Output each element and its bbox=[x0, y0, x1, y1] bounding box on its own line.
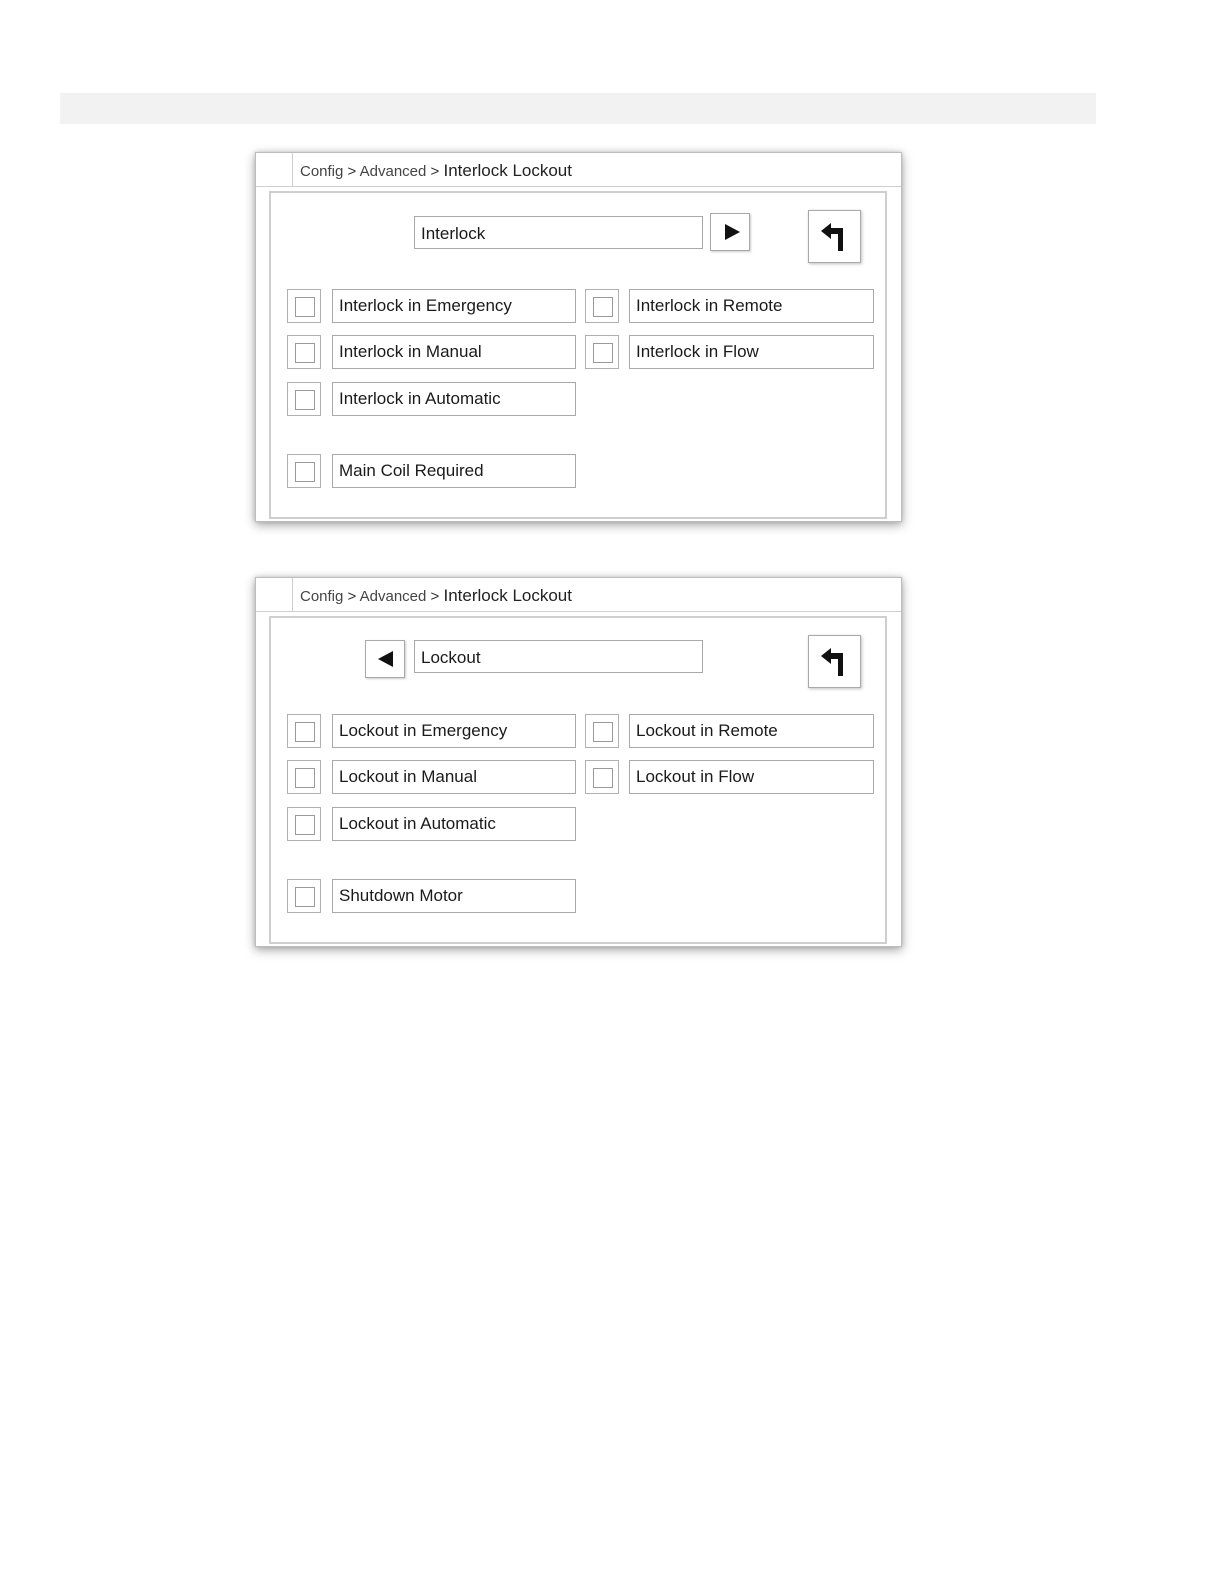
label-interlock-remote: Interlock in Remote bbox=[629, 289, 874, 323]
mode-selector-field[interactable]: Interlock bbox=[414, 216, 703, 249]
title-bar-corner bbox=[256, 578, 293, 611]
breadcrumb bbox=[300, 586, 572, 606]
label-lockout-remote: Lockout in Remote bbox=[629, 714, 874, 748]
back-button[interactable] bbox=[808, 635, 861, 688]
breadcrumb-current: Interlock Lockout bbox=[443, 586, 572, 605]
breadcrumb-advanced[interactable]: Advanced bbox=[359, 588, 427, 605]
top-band bbox=[60, 93, 1096, 124]
breadcrumb-separator: > bbox=[347, 163, 357, 180]
next-mode-button[interactable] bbox=[710, 213, 750, 251]
title-bar-corner bbox=[256, 153, 293, 186]
label-shutdown-motor: Shutdown Motor bbox=[332, 879, 576, 913]
checkbox-lockout-emergency[interactable] bbox=[287, 714, 321, 748]
play-right-icon bbox=[725, 224, 740, 240]
content-panel bbox=[269, 616, 887, 944]
return-arrow-icon bbox=[821, 223, 849, 251]
breadcrumb-separator: > bbox=[430, 163, 440, 180]
label-interlock-manual: Interlock in Manual bbox=[332, 335, 576, 369]
checkbox-lockout-automatic[interactable] bbox=[287, 807, 321, 841]
checkbox-interlock-automatic[interactable] bbox=[287, 382, 321, 416]
label-lockout-flow: Lockout in Flow bbox=[629, 760, 874, 794]
play-left-icon bbox=[378, 651, 393, 667]
checkbox-box bbox=[295, 297, 315, 317]
checkbox-box bbox=[295, 390, 315, 410]
label-interlock-emergency: Interlock in Emergency bbox=[332, 289, 576, 323]
label-lockout-manual: Lockout in Manual bbox=[332, 760, 576, 794]
label-lockout-emergency: Lockout in Emergency bbox=[332, 714, 576, 748]
checkbox-box bbox=[593, 768, 613, 788]
checkbox-box bbox=[593, 297, 613, 317]
mode-selector-field[interactable]: Lockout bbox=[414, 640, 703, 673]
breadcrumb-config[interactable]: Config bbox=[300, 588, 344, 605]
lockout-screen bbox=[255, 577, 902, 947]
checkbox-shutdown-motor[interactable] bbox=[287, 879, 321, 913]
title-bar bbox=[256, 153, 901, 187]
label-interlock-flow: Interlock in Flow bbox=[629, 335, 874, 369]
label-interlock-automatic: Interlock in Automatic bbox=[332, 382, 576, 416]
return-arrow-icon bbox=[821, 648, 849, 676]
checkbox-interlock-emergency[interactable] bbox=[287, 289, 321, 323]
checkbox-box bbox=[295, 722, 315, 742]
checkbox-interlock-remote[interactable] bbox=[585, 289, 619, 323]
breadcrumb bbox=[300, 161, 572, 181]
label-lockout-automatic: Lockout in Automatic bbox=[332, 807, 576, 841]
breadcrumb-separator: > bbox=[347, 588, 357, 605]
checkbox-lockout-manual[interactable] bbox=[287, 760, 321, 794]
checkbox-interlock-flow[interactable] bbox=[585, 335, 619, 369]
checkbox-box bbox=[295, 462, 315, 482]
content-panel bbox=[269, 191, 887, 519]
title-bar bbox=[256, 578, 901, 612]
checkbox-box bbox=[593, 722, 613, 742]
breadcrumb-config[interactable]: Config bbox=[300, 163, 344, 180]
back-button[interactable] bbox=[808, 210, 861, 263]
checkbox-box bbox=[295, 768, 315, 788]
checkbox-box bbox=[295, 343, 315, 363]
checkbox-interlock-manual[interactable] bbox=[287, 335, 321, 369]
checkbox-box bbox=[295, 815, 315, 835]
checkbox-lockout-flow[interactable] bbox=[585, 760, 619, 794]
breadcrumb-current: Interlock Lockout bbox=[443, 161, 572, 180]
breadcrumb-separator: > bbox=[430, 588, 440, 605]
breadcrumb-advanced[interactable]: Advanced bbox=[359, 163, 427, 180]
previous-mode-button[interactable] bbox=[365, 640, 405, 678]
checkbox-lockout-remote[interactable] bbox=[585, 714, 619, 748]
checkbox-box bbox=[593, 343, 613, 363]
interlock-screen bbox=[255, 152, 902, 522]
label-main-coil-required: Main Coil Required bbox=[332, 454, 576, 488]
checkbox-main-coil-required[interactable] bbox=[287, 454, 321, 488]
checkbox-box bbox=[295, 887, 315, 907]
